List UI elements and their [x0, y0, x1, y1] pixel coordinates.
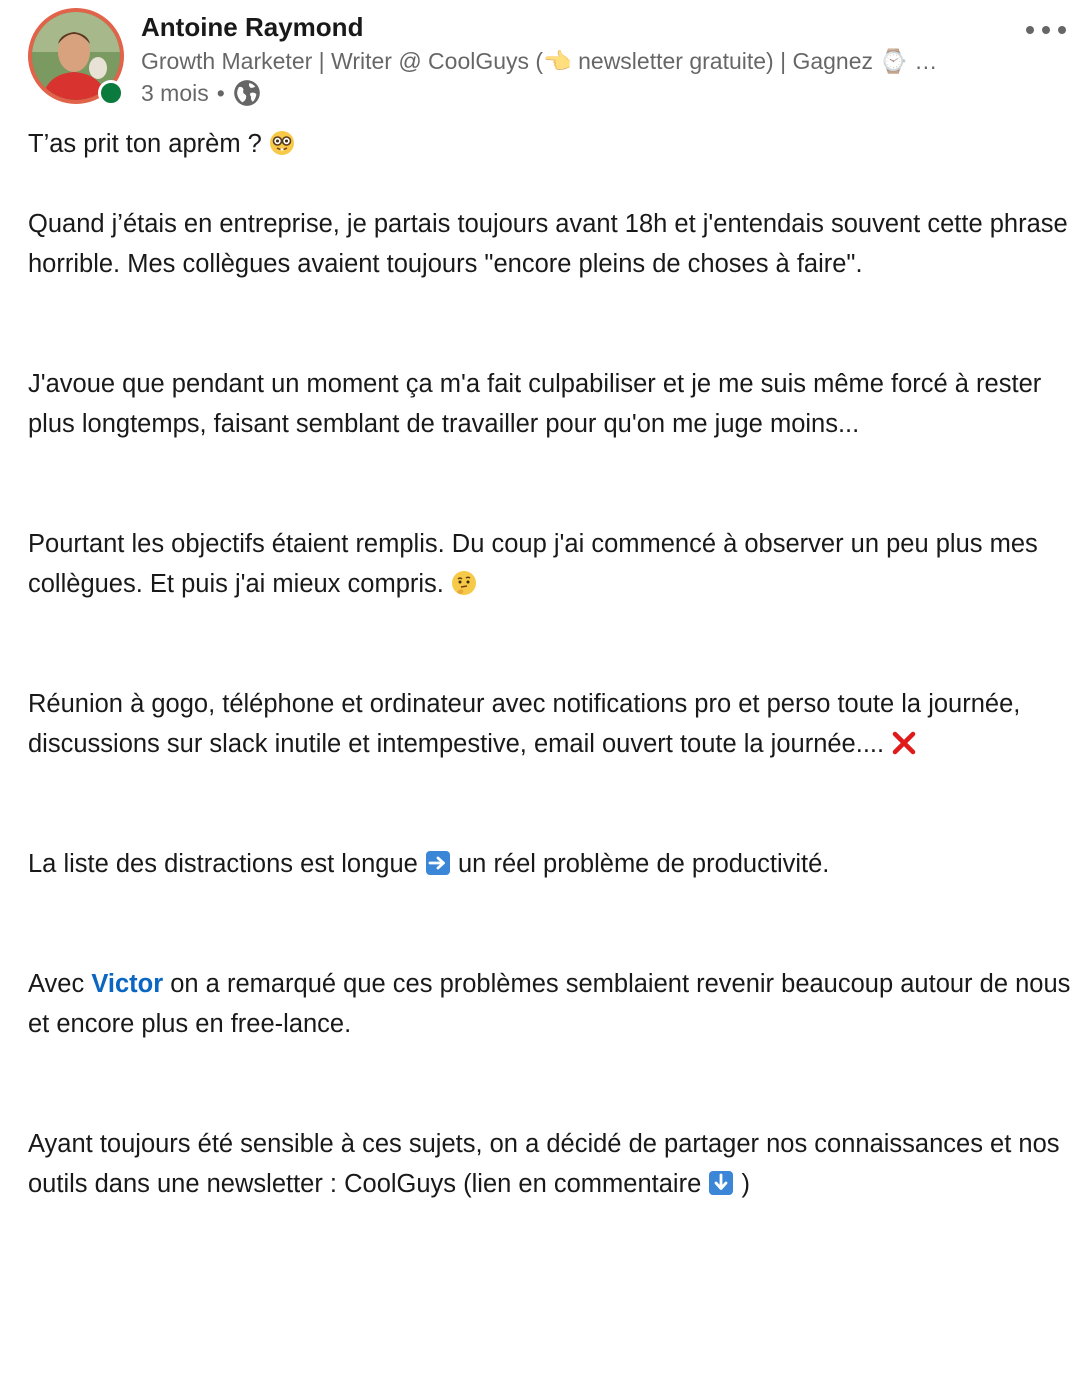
post-paragraph: J'avoue que pendant un moment ça m'a fait culpabiliser et je me suis même forcé à rester plus longtemps, faisant semblant de travailler pour qu'on me juge moins...	[28, 370, 1042, 438]
down-arrow-emoji-icon	[708, 1168, 734, 1194]
nerd-face-emoji-icon	[269, 128, 295, 154]
post-time: 3 mois	[141, 79, 209, 106]
post-paragraph	[28, 524, 1074, 604]
post-meta	[141, 79, 261, 107]
post-text: Réunion à gogo, téléphone et ordinateur avec notifications pro et perso toute la journée, discussions sur slack inutile et intempestive, email ouvert toute la journée....	[28, 690, 1021, 758]
post-text: Ayant toujours été sensible à ces sujets, on a décidé de partager nos connaissances et nos outils dans une newsletter : CoolGuys (lien en commentaire	[28, 1130, 1060, 1198]
more-options-icon[interactable]	[1024, 22, 1068, 38]
post-paragraph: Quand j’étais en entreprise, je partais toujours avant 18h et j'entendais souvent cette phrase horrible. Mes collègues avaient toujours "encore pleins de choses à faire".	[28, 210, 1068, 278]
cross-mark-emoji-icon	[891, 728, 917, 754]
author-name[interactable]: Antoine Raymond	[141, 12, 364, 42]
post-paragraph	[28, 124, 1074, 164]
post-header	[28, 8, 1068, 108]
post-paragraph	[28, 964, 1074, 1044]
post-text: Pourtant les objectifs étaient remplis. Du coup j'ai commencé à observer un peu plus mes collègues. Et puis j'ai mieux compris.	[28, 530, 1038, 598]
meta-separator: •	[216, 79, 225, 106]
mention-link-victor[interactable]: Victor	[91, 970, 164, 998]
thinking-face-emoji-icon	[451, 568, 477, 594]
post-body	[28, 124, 1074, 1204]
author-headline: Growth Marketer | Writer @ CoolGuys (👈 newsletter gratuite) | Gagnez ⌚ …	[141, 48, 938, 74]
online-status-indicator	[98, 80, 124, 106]
right-arrow-emoji-icon	[425, 848, 451, 874]
post-paragraph	[28, 684, 1074, 764]
post-text: )	[741, 1170, 750, 1198]
globe-icon	[233, 79, 261, 107]
post-paragraph	[28, 844, 1074, 884]
post-text: T’as prit ton aprèm ?	[28, 130, 262, 158]
post-text: on a remarqué que ces problèmes semblaient revenir beaucoup autour de nous et encore plus en free-lance.	[28, 970, 1071, 1038]
post-text: un réel problème de productivité.	[458, 850, 830, 878]
author-avatar[interactable]	[28, 8, 124, 104]
post-text: Avec	[28, 970, 85, 998]
post-text: La liste des distractions est longue	[28, 850, 418, 878]
post-paragraph	[28, 1124, 1074, 1204]
